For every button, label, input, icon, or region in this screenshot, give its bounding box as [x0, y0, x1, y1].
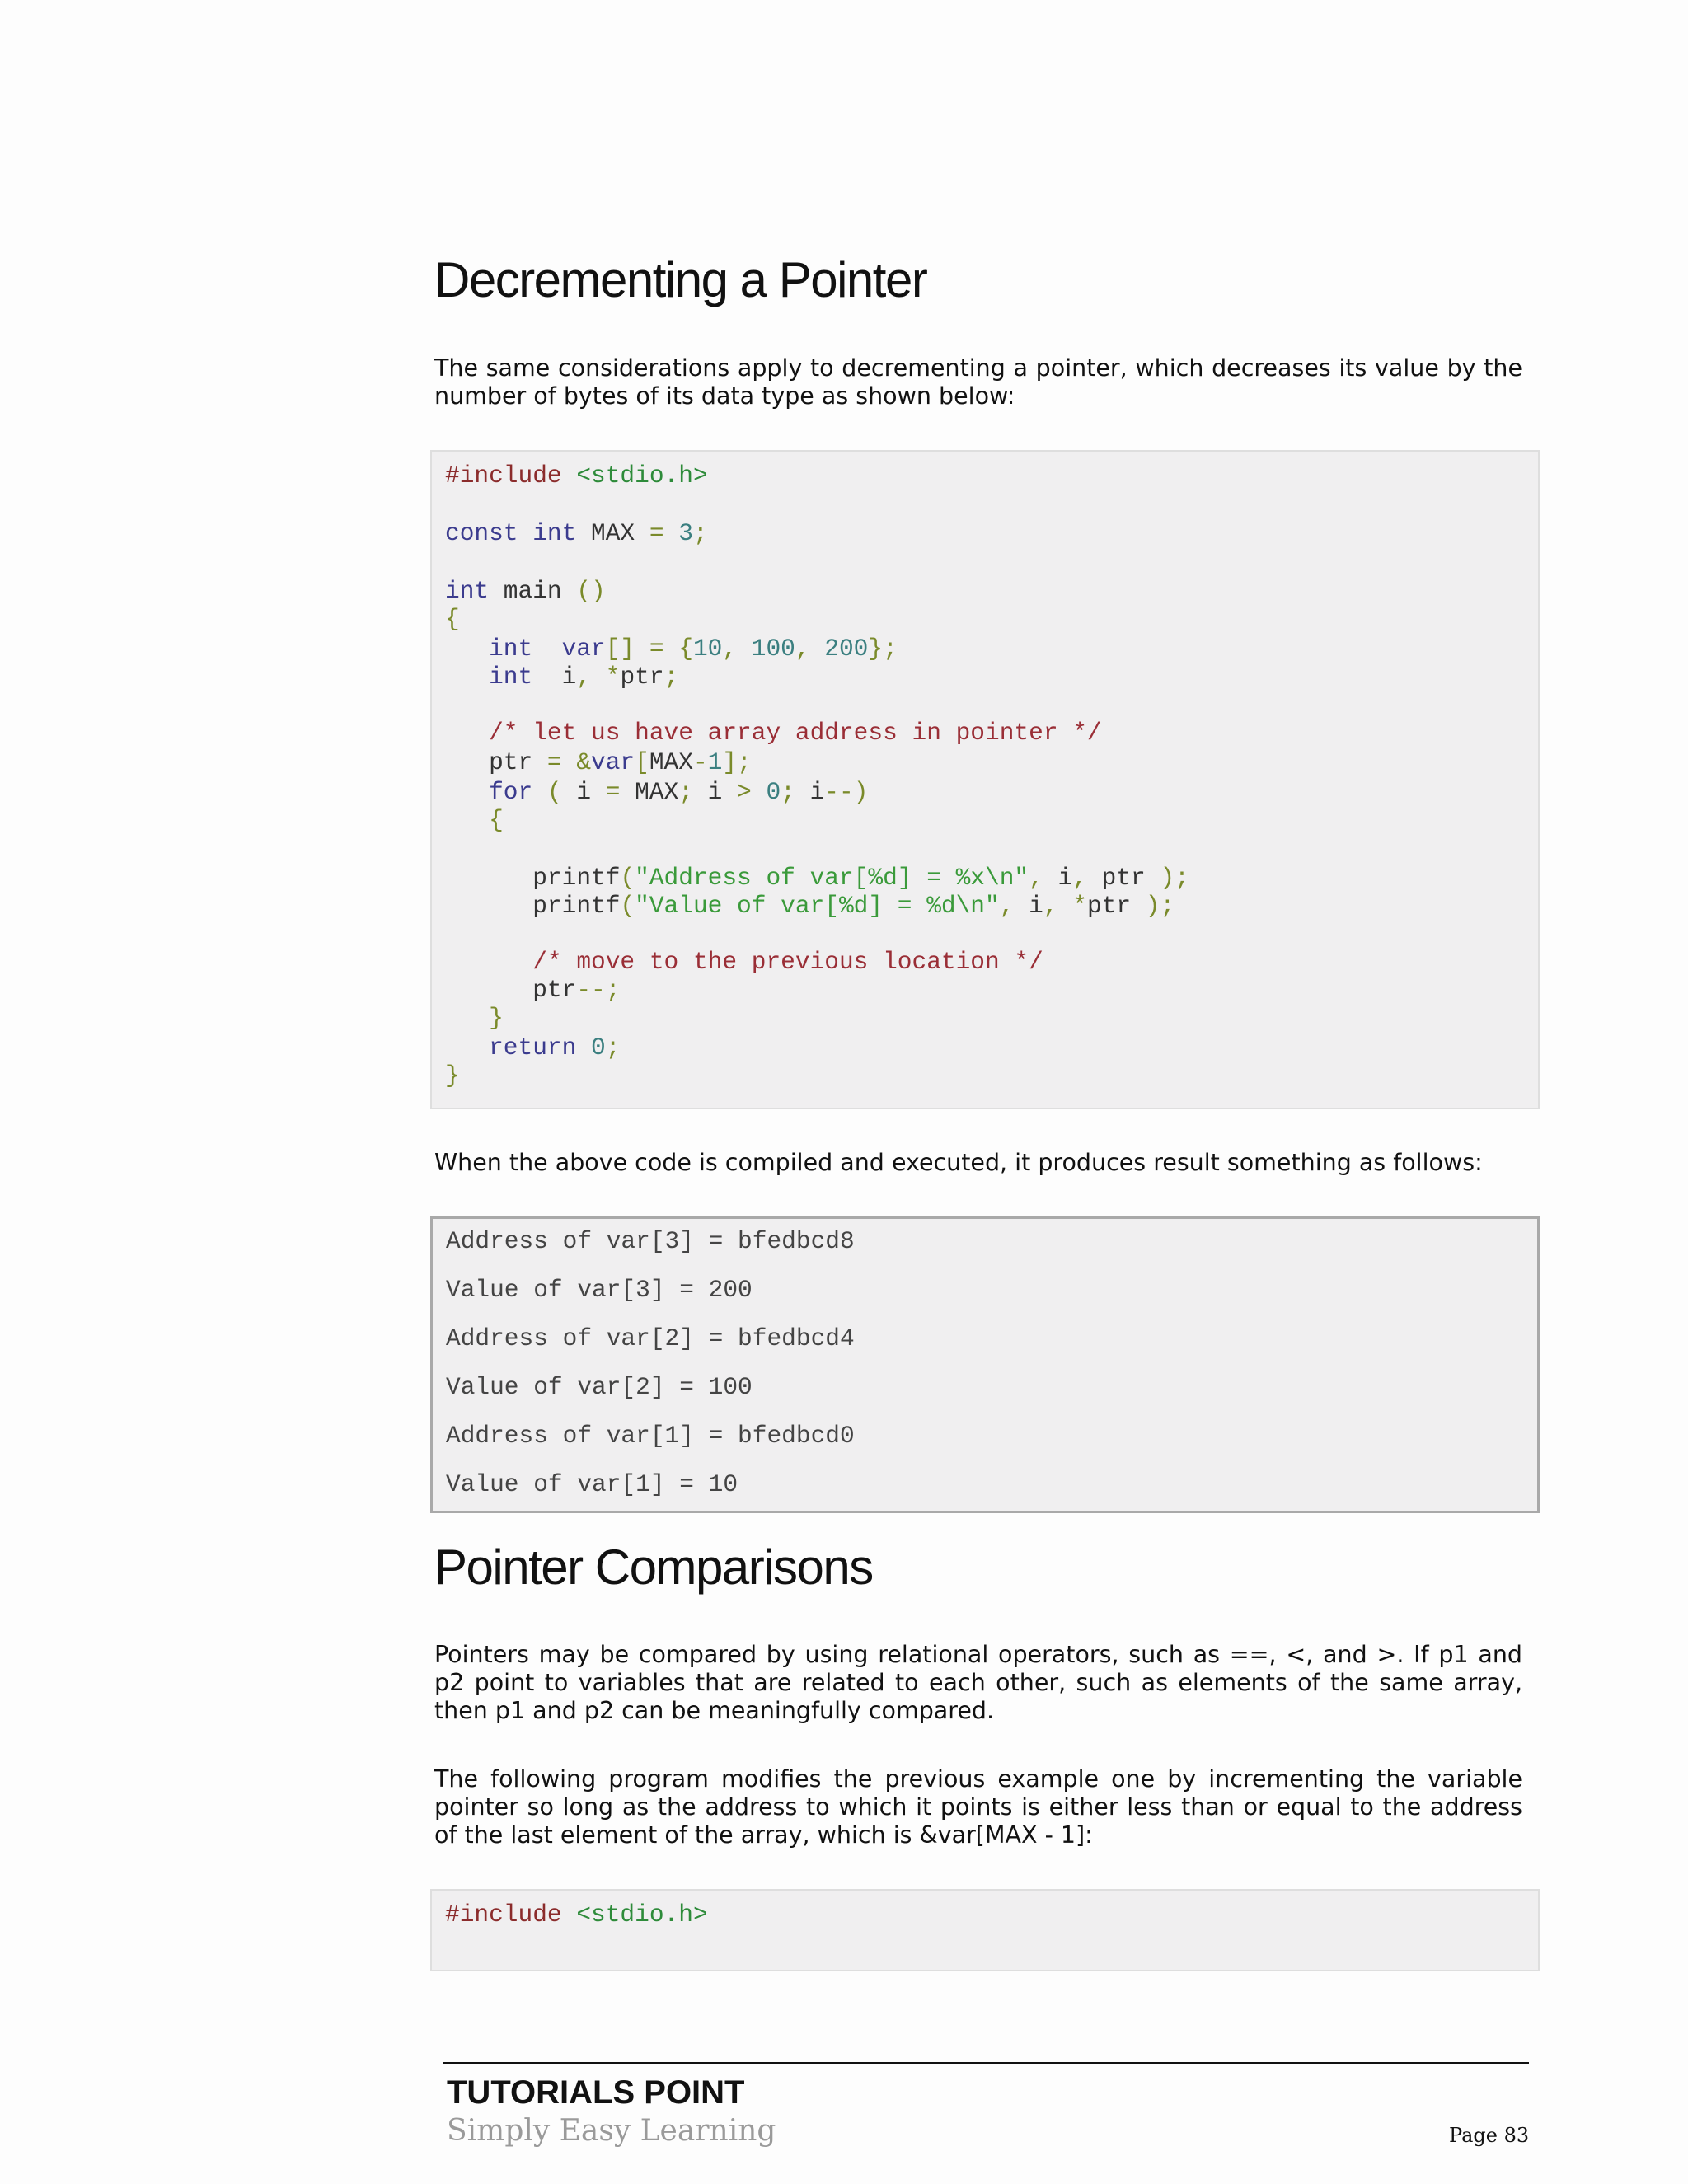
code-block-comparison [430, 1889, 1540, 1971]
footer-tagline: Simply Easy Learning [447, 2114, 776, 2148]
output-line: Address of var[3] = bfedbcd8 [446, 1227, 855, 1255]
code-block-decrement [430, 450, 1540, 1109]
program-description-paragraph: The following program modifies the previous example one by incrementing the variable pointer so long as the address to which it points is either less than or equal to the address of the last element of the array, which is &var[MAX - 1]: [434, 1765, 1522, 1849]
output-line: Address of var[2] = bfedbcd4 [446, 1324, 855, 1352]
code-line: #include <stdio.h> [445, 462, 708, 490]
code-line: const int MAX = 3; [445, 519, 708, 547]
code-line: return 0; [489, 1033, 621, 1062]
intro-paragraph: The same considerations apply to decrementing a pointer, which decreases its value by the number of bytes of its data type as shown below: [434, 354, 1522, 410]
output-block [430, 1216, 1540, 1513]
code-listing [445, 1900, 708, 1985]
output-listing [446, 1227, 855, 1498]
comparison-paragraph: Pointers may be compared by using relational operators, such as ==, <, and >. If p1 and p2 point to variables that are related to each other, such as elements of the same array, then p1 and p2 can be meaningfully compared. [434, 1641, 1522, 1724]
code-comment: /* let us have array address in pointer */ [445, 719, 1102, 747]
section-heading-comparisons: Pointer Comparisons [434, 1540, 873, 1595]
output-line: Address of var[1] = bfedbcd0 [446, 1422, 855, 1450]
code-line: int var[] = {10, 100, 200}; [489, 635, 898, 663]
code-line: for ( i = MAX; i > 0; i--) [489, 778, 869, 806]
footer-divider [443, 2062, 1529, 2064]
code-line: #include <stdio.h> [445, 1900, 708, 1929]
code-line: int i, *ptr; [489, 663, 679, 691]
code-line: } [445, 1062, 460, 1090]
page-number: Page 83 [1449, 2124, 1530, 2147]
result-intro-paragraph: When the above code is compiled and executed, it produces result something as follows: [434, 1149, 1483, 1176]
code-line: printf("Value of var[%d] = %d\n", i, *ptr ); [445, 892, 1175, 920]
output-line: Value of var[2] = 100 [446, 1373, 753, 1401]
code-line: ptr = &var[MAX-1]; [445, 748, 752, 776]
code-line: ptr--; [445, 976, 621, 1004]
code-line: } [445, 1004, 504, 1032]
code-comment: /* move to the previous location */ [445, 948, 1043, 976]
output-line: Value of var[3] = 200 [446, 1276, 753, 1304]
section-heading-decrementing: Decrementing a Pointer [434, 252, 927, 307]
footer-brand: TUTORIALS POINT [447, 2074, 745, 2111]
code-line: printf("Address of var[%d] = %x\n", i, ptr ); [445, 864, 1189, 892]
code-line: { [445, 806, 504, 834]
output-line: Value of var[1] = 10 [446, 1470, 738, 1498]
code-line: int main () [445, 577, 606, 605]
code-listing [445, 462, 1189, 1090]
code-line: { [445, 605, 460, 633]
